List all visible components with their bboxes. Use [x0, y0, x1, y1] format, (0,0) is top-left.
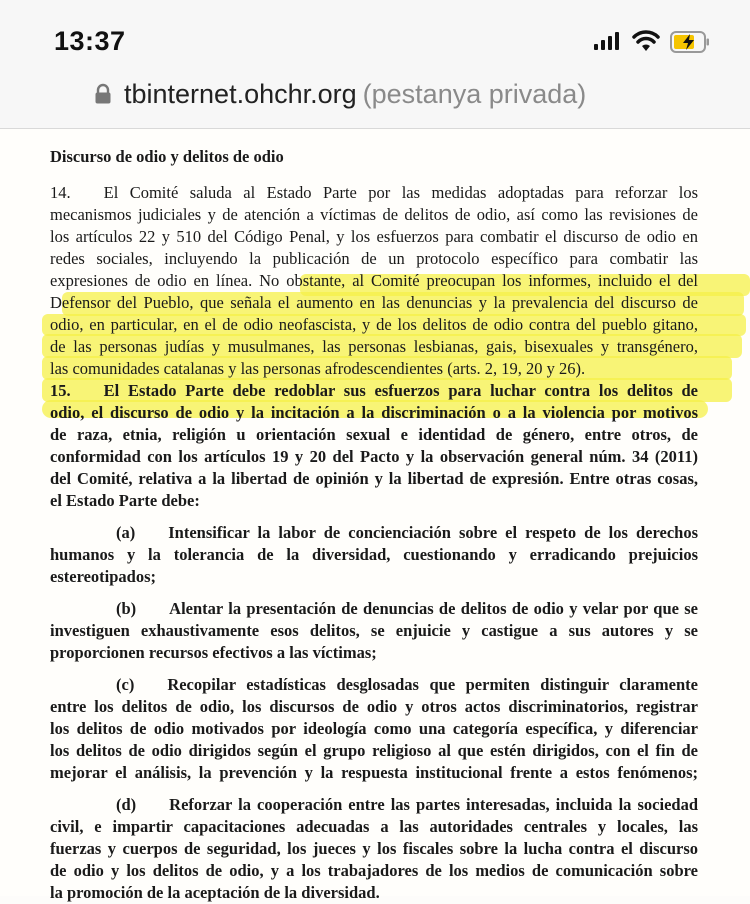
item-a-line: humanos y la tolerancia de la diversidad, cuestionando y erradicando prejuicios — [50, 545, 698, 564]
para14-line: Defensor del Pueblo, que señala el aumento en las denuncias y la prevalencia del discurso de — [50, 293, 698, 312]
item-c-line: los delitos de odio motivados por ideología como una categoría específica, y diferenciar — [50, 719, 698, 738]
para14-line: 14. El Comité saluda al Estado Parte por las medidas adoptadas para reforzar los — [50, 183, 698, 202]
private-tab-label: (pestanya privada) — [362, 79, 587, 109]
item-d-line: la promoción de la aceptación de la diversidad. — [50, 883, 380, 902]
para14-line: expresiones de odio en línea. No obstante, al Comité preocupan los informes, incluido el del — [50, 271, 698, 290]
para15-line: del Comité, relativa a la libertad de opinión y la libertad de expresión. Entre otras cosas, — [50, 469, 698, 488]
item-b-line: investiguen exhaustivamente esos delitos, se enjuicie y castigue a sus autores y se — [50, 621, 698, 640]
para14-line: los artículos 22 y 510 del Código Penal, y los esfuerzos para combatir el discurso de odio en — [50, 227, 698, 246]
item-d-line: de odio y los delitos de odio, y a los trabajadores de los medios de comunicación sobre — [50, 861, 698, 880]
cellular-signal-icon — [594, 32, 619, 50]
item-d-line: civil, e impartir capacitaciones adecuadas a las autoridades centrales y locales, las — [50, 817, 698, 836]
para14-line: las comunidades catalanas y las personas afrodescendientes (arts. 2, 19, 20 y 26). — [50, 359, 586, 378]
item-d-line: fuerzas y cuerpos de seguridad, los jueces y los fiscales sobre la lucha contra el discurso — [50, 839, 698, 858]
url-text[interactable] — [124, 79, 586, 110]
item-c-line: mejorar el análisis, la prevención y la respuesta institucional frente a estos fenómenos; — [50, 763, 698, 782]
para15-line: de raza, etnia, religión u orientación sexual e identidad de género, entre otros, de — [50, 425, 698, 444]
item-c-line: entre los delitos de odio, los discursos de odio y otros actos discriminatorios, registrar — [50, 697, 698, 716]
wifi-icon — [632, 30, 660, 52]
item-c-line: los delitos de odio dirigidos según el grupo religioso al que estén dirigidos, con el fin de — [50, 741, 698, 760]
item-b-line: (b) Alentar la presentación de denuncias de delitos de odio y velar por que se — [50, 599, 698, 618]
para14-line: redes sociales, incluyendo la publicación de un protocolo específico para combatir las — [50, 249, 698, 268]
para14-line: de las personas judías y musulmanes, las personas lesbianas, gais, bisexuales y transgénero, — [50, 337, 698, 356]
para15-line: conformidad con los artículos 19 y 20 del Pacto y la observación general núm. 34 (2011) — [50, 447, 698, 466]
para15-line: odio, el discurso de odio y la incitación a la discriminación o a la violencia por motivos — [50, 403, 698, 422]
item-a-line: (a) Intensificar la labor de concienciación sobre el respeto de los derechos — [50, 523, 698, 542]
para15-line: el Estado Parte debe: — [50, 491, 200, 510]
url-domain: tbinternet.ohchr.org — [124, 79, 357, 109]
battery-charging-icon — [670, 31, 710, 53]
para14-line: odio, en particular, en el de odio neofascista, y de los delitos de odio contra del pueblo gitano, — [50, 315, 698, 334]
para14-line: mecanismos judiciales y de atención a víctimas de delitos de odio, así como las revisiones de — [50, 205, 698, 224]
lock-icon — [94, 83, 112, 105]
item-b-line: proporcionen recursos efectivos a las víctimas; — [50, 643, 377, 662]
item-c-line: (c) Recopilar estadísticas desglosadas que permiten distinguir claramente — [50, 675, 698, 694]
item-a-line: estereotipados; — [50, 567, 157, 586]
para15-line: 15. El Estado Parte debe redoblar sus esfuerzos para luchar contra los delitos de — [50, 381, 698, 400]
section-heading: Discurso de odio y delitos de odio — [50, 147, 284, 166]
status-time: 13:37 — [54, 26, 126, 56]
item-d-line: (d) Reforzar la cooperación entre las partes interesadas, incluida la sociedad — [50, 795, 698, 814]
